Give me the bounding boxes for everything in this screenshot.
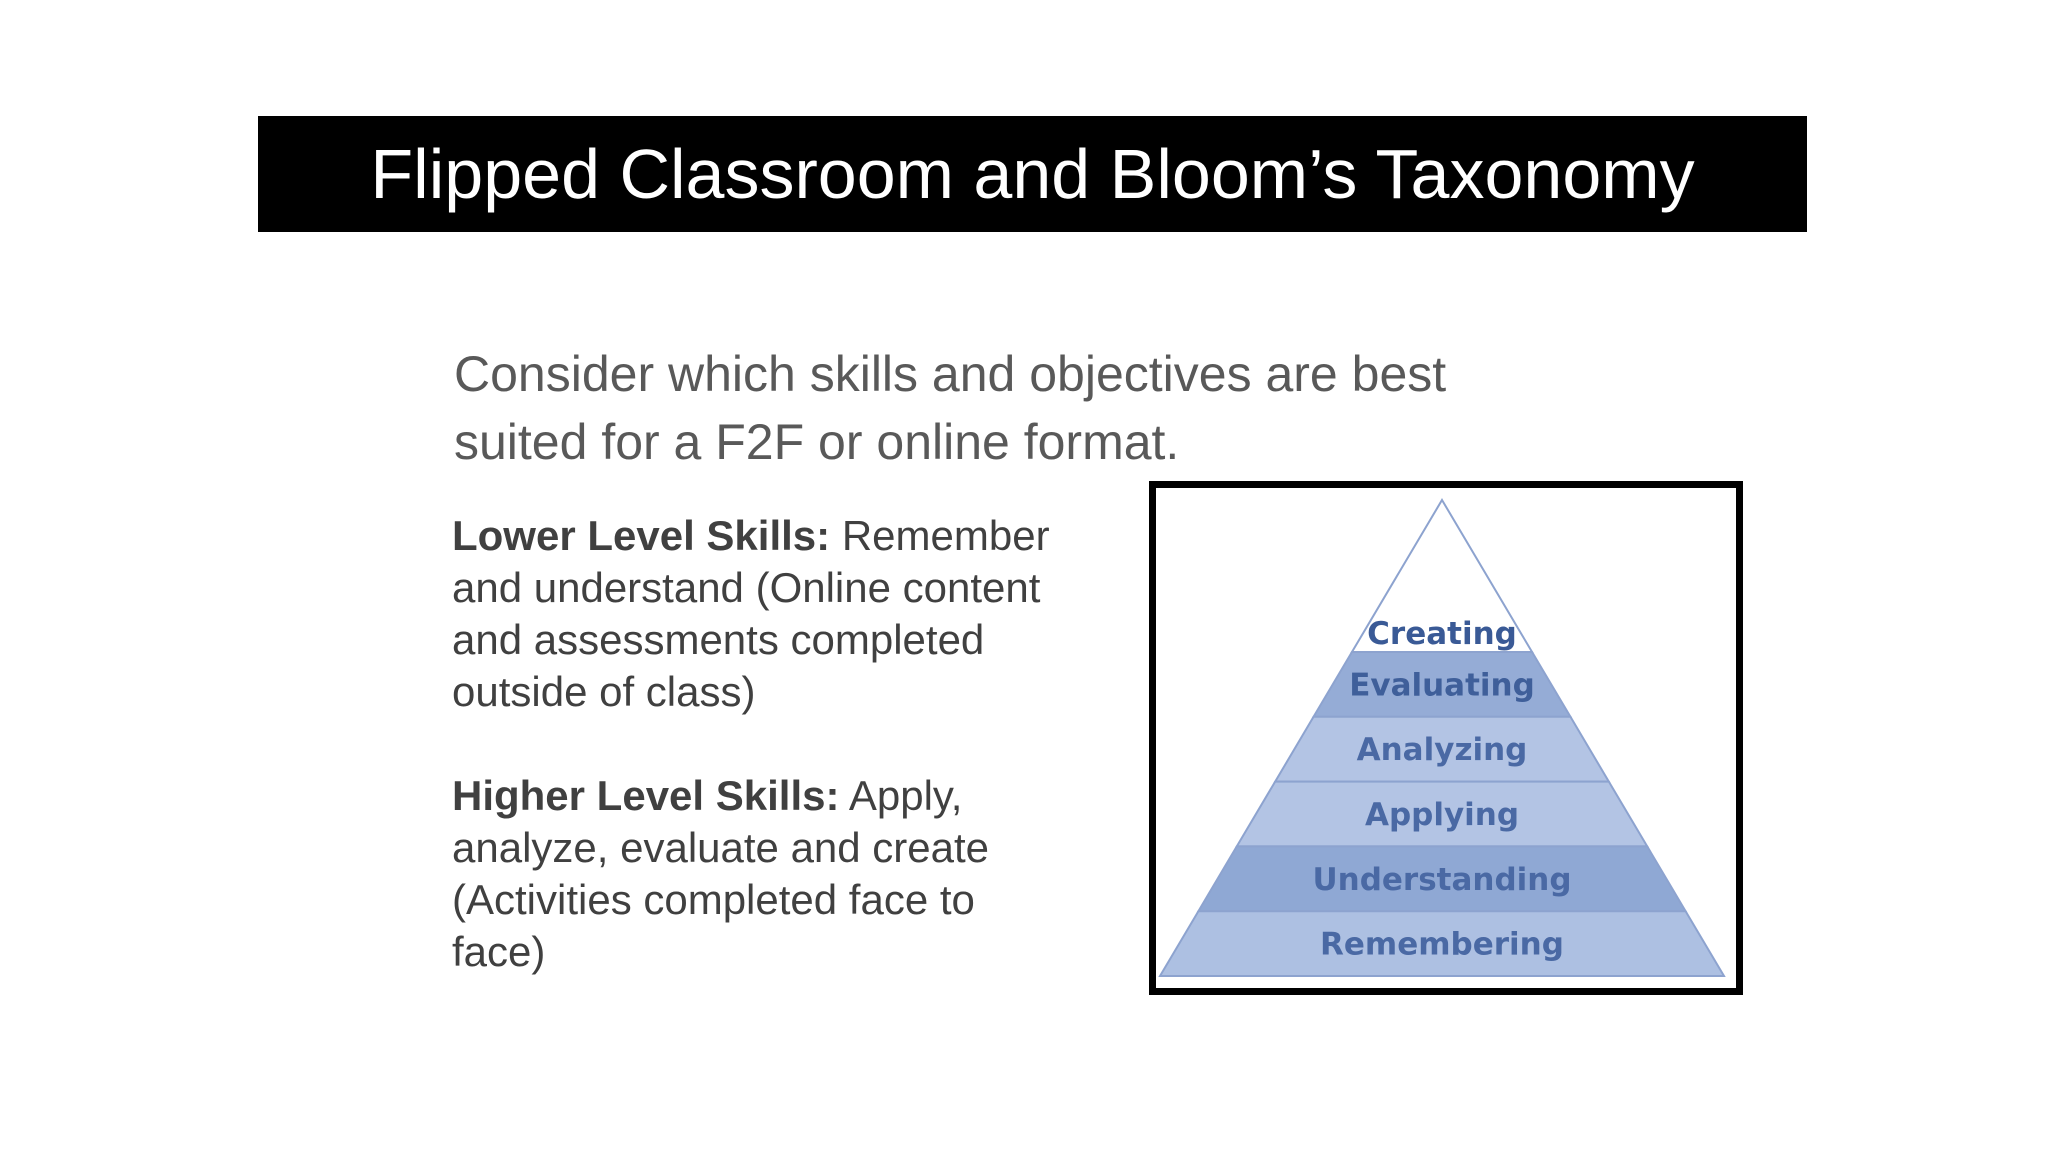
spacer bbox=[452, 718, 1092, 770]
lower-skills-text: and understand (Online content bbox=[452, 564, 1041, 611]
pyramid-label-analyzing: Analyzing bbox=[1356, 732, 1528, 769]
higher-skills-line bbox=[452, 770, 1092, 822]
lower-skills-label: Lower Level Skills: bbox=[452, 512, 831, 559]
lower-skills-text: Remember bbox=[830, 512, 1050, 559]
lower-skills-line bbox=[452, 510, 1092, 562]
skills-text bbox=[452, 510, 1092, 978]
higher-skills-text: analyze, evaluate and create bbox=[452, 824, 990, 871]
pyramid-frame bbox=[1149, 481, 1743, 995]
slide-title: Flipped Classroom and Bloom’s Taxonomy bbox=[370, 135, 1695, 213]
subtitle-line: suited for a F2F or online format. bbox=[454, 414, 1180, 470]
title-bar bbox=[258, 116, 1807, 232]
pyramid-label-remembering: Remembering bbox=[1320, 926, 1564, 963]
higher-skills-label: Higher Level Skills: bbox=[452, 772, 840, 819]
higher-skills-text: (Activities completed face to bbox=[452, 876, 975, 923]
pyramid-label-evaluating: Evaluating bbox=[1349, 667, 1535, 704]
higher-skills-text: face) bbox=[452, 928, 546, 975]
higher-skills-text: Apply, bbox=[839, 772, 963, 819]
pyramid-label-creating: Creating bbox=[1367, 616, 1517, 652]
pyramid-label-applying: Applying bbox=[1364, 797, 1520, 833]
pyramid-label-understanding: Understanding bbox=[1312, 861, 1572, 898]
subtitle-line: Consider which skills and objectives are best bbox=[454, 346, 1447, 402]
lower-skills-text: and assessments completed bbox=[452, 616, 985, 663]
lower-skills-text: outside of class) bbox=[452, 668, 756, 715]
subtitle bbox=[454, 340, 1554, 476]
bloom-pyramid bbox=[1156, 488, 1736, 988]
